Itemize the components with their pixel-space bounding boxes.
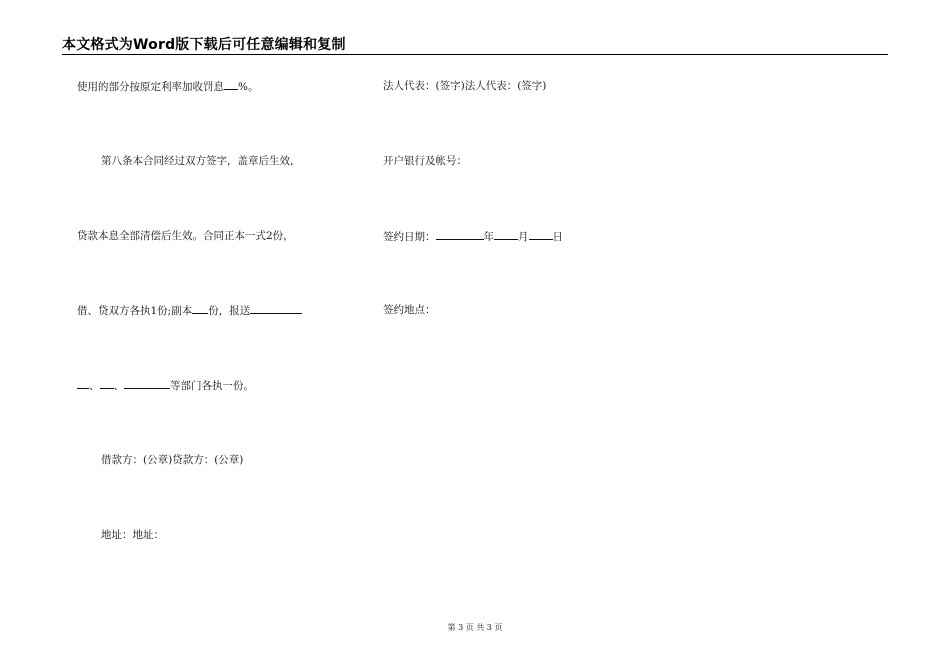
dept-blank-3	[124, 378, 170, 389]
bank-account-line: 开户银行及帐号：	[383, 155, 467, 167]
year-label: 年	[483, 231, 494, 243]
dept-separator-2: 、	[113, 380, 124, 392]
departments-line	[77, 378, 254, 393]
clause-penalty-line	[77, 79, 258, 94]
penalty-rate-blank	[224, 79, 238, 90]
report-to-blank	[250, 303, 302, 314]
year-blank	[436, 229, 484, 240]
clause-penalty-text: 使用的部分按原定利率加收罚息	[77, 81, 224, 93]
month-label: 月	[518, 231, 529, 243]
departments-tail-text: 等部门各执一份。	[170, 380, 254, 392]
copies-text-b: 份，报送	[208, 305, 251, 317]
dept-blank-2	[100, 378, 114, 389]
day-label: 日	[552, 231, 563, 243]
document-header-title: 本文格式为Word版下载后可任意编辑和复制	[62, 37, 346, 53]
copies-text-a: 借、贷双方各执1份;副本	[77, 305, 193, 317]
repayment-line: 贷款本息全部清偿后生效。合同正本一式2份，	[77, 230, 294, 242]
parties-seal-line: 借款方：(公章)贷款方：(公章)	[101, 454, 244, 466]
clause-penalty-suffix: %。	[238, 81, 259, 93]
article-eight-line: 第八条本合同经过双方签字，盖章后生效，	[101, 155, 301, 167]
legal-rep-line: 法人代表：(签字)法人代表：(签字)	[383, 80, 547, 92]
copies-line	[77, 303, 302, 318]
address-line: 地址：地址：	[101, 529, 164, 541]
header-divider	[62, 54, 888, 55]
signing-place-line: 签约地点：	[383, 304, 436, 316]
dept-separator-1: 、	[89, 380, 100, 392]
day-blank	[529, 229, 553, 240]
page-number: 第 3 页 共 3 页	[447, 623, 503, 632]
month-blank	[494, 229, 518, 240]
signing-date-line	[383, 229, 563, 244]
signing-date-label: 签约日期：	[383, 231, 436, 243]
dept-blank-1	[77, 378, 89, 389]
copies-count-blank	[192, 303, 208, 314]
